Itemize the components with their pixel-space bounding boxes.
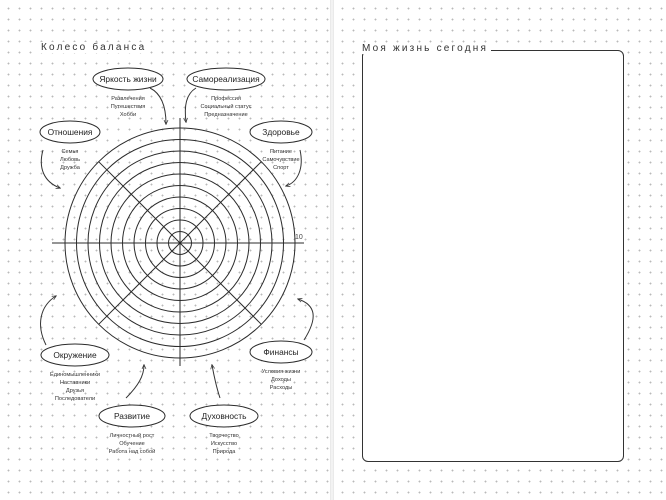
sphere-item: Наставники [59, 380, 91, 386]
direction-arrow [41, 296, 56, 345]
sphere-name: Окружение [53, 350, 97, 360]
sphere-item: Последователи [54, 396, 96, 402]
sphere-item: Самочувствие [262, 157, 300, 163]
sphere-item: Искусство [210, 441, 238, 447]
sphere-item: Дружба [60, 165, 80, 171]
sphere-item: Семья [61, 149, 79, 155]
sphere-item: Расходы [269, 385, 293, 391]
sphere-item: Питание [269, 149, 293, 155]
sphere-item: Хобби [119, 112, 137, 118]
sphere-item: Доходы [271, 377, 291, 383]
sphere-item: Профессия [211, 96, 241, 102]
sphere-name: Самореализация [192, 74, 260, 84]
sphere-name: Духовность [201, 411, 247, 421]
sphere-item: Путешествия [110, 104, 146, 110]
axis-max-label: 10 [295, 234, 303, 241]
life-today-heading: Моя жизнь сегодня [359, 43, 491, 54]
life-today-writing-box[interactable] [362, 50, 624, 462]
sphere-item: Обучение [119, 441, 145, 447]
sphere-item: Работа над собой [108, 449, 156, 455]
sphere-item: Условия жизни [261, 369, 301, 375]
direction-arrow [150, 88, 166, 124]
sphere-name: Здоровье [262, 127, 300, 137]
sphere-item: Любовь [59, 157, 81, 163]
direction-arrow [41, 150, 60, 188]
sphere-item: Предназначение [204, 112, 248, 118]
sphere-item: Спорт [273, 165, 289, 171]
sphere-name: Финансы [263, 347, 299, 357]
sphere-item: Природа [212, 449, 236, 455]
direction-arrow [212, 365, 220, 398]
sphere-item: Развлечения [111, 96, 145, 102]
sphere-item: Социальный статус [200, 104, 252, 110]
sphere-name: Развитие [113, 411, 151, 421]
direction-arrow [185, 88, 196, 122]
sphere-item: Друзья [65, 388, 85, 394]
sphere-item: Единомышленники [50, 372, 100, 378]
direction-arrow [126, 365, 144, 398]
sphere-item: Творчество [209, 433, 239, 439]
sphere-name: Отношения [47, 127, 93, 137]
wheel-heading: Колесо баланса [38, 42, 149, 53]
sphere-name: Яркость жизни [99, 74, 157, 84]
sphere-item: Личностный рост [109, 433, 155, 439]
direction-arrow [298, 299, 313, 340]
